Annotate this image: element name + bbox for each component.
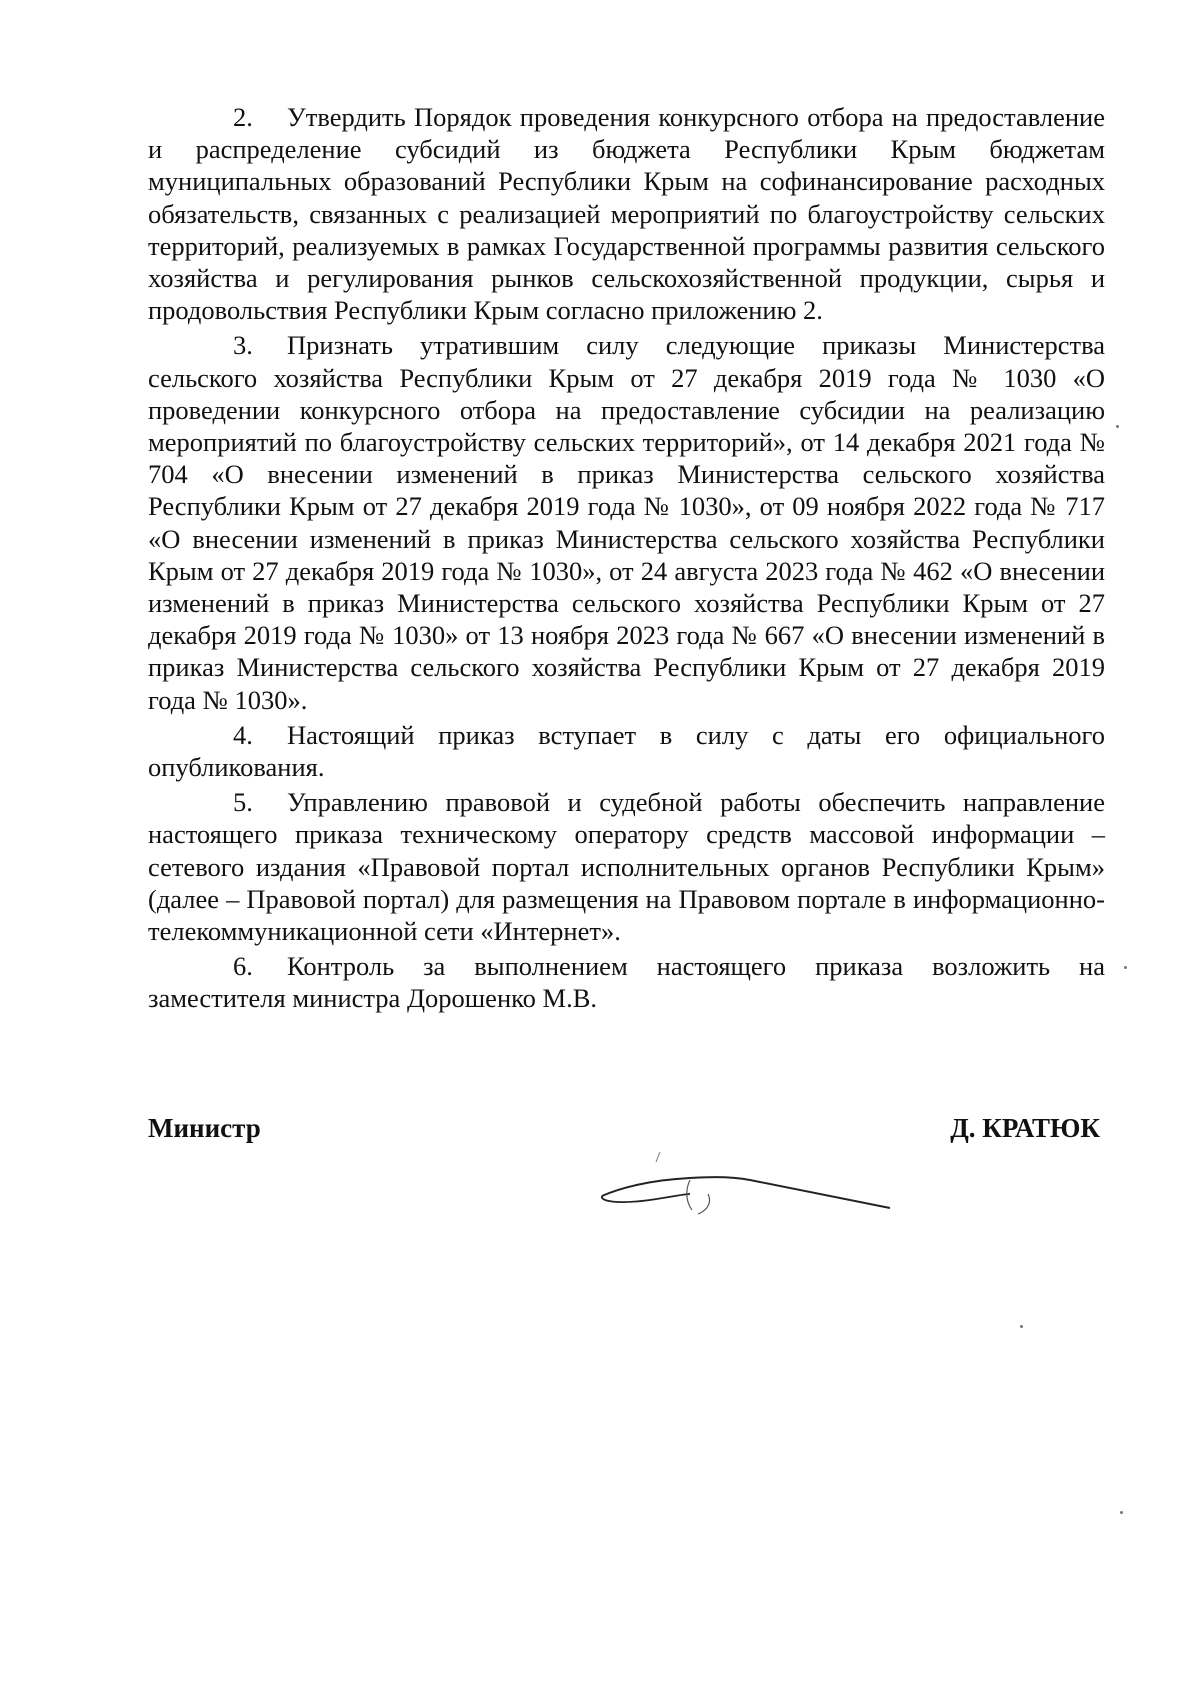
paragraph-text: Признать утратившим силу следующие приказы Министерства сельского хозяйства Республики Крым от 27 декабря 2019 года № 1030 «О проведении конкурсного отбора на предоставление субсидии на реализацию мероприятий по благоустройству сельских территорий», от 14 декабря 2021 года № 704 «О внесении изменений в приказ Министерства сельского хозяйства Республики Крым от 27 декабря 2019 года № 1030», от 09 ноября 2022 года № 717 «О внесении изменений в приказ Министерства сельского хозяйства Республики Крым от 27 декабря 2019 года № 1030», от 24 августа 2023 года № 462 «О внесении изменений в приказ Министерства сельского хозяйства Республики Крым от 27 декабря 2019 года № 1030» от 13 ноября 2023 года № 667 «О внесении изменений в приказ Министерства сельского хозяйства Республики Крым от 27 декабря 2019 года № 1030».	[148, 330, 1105, 715]
paragraph-number: 2.	[233, 102, 253, 132]
paragraph-text: Настоящий приказ вступает в силу с даты его официального опубликования.	[148, 719, 1105, 783]
signatory-name: Д. КРАТЮК	[950, 1113, 1100, 1143]
paragraph-4	[148, 719, 1105, 783]
scan-speck	[1124, 966, 1127, 969]
scan-speck	[1116, 425, 1119, 428]
paragraph-number: 6.	[233, 951, 253, 982]
paragraph-number: 4.	[233, 719, 253, 750]
paragraph-5	[148, 786, 1105, 947]
handwritten-signature	[590, 1150, 910, 1220]
paragraph-2	[148, 101, 1105, 326]
scan-speck	[1120, 1511, 1123, 1514]
paragraph-number: 5.	[233, 787, 253, 818]
paragraph-3	[148, 329, 1105, 715]
paragraph-text: Утвердить Порядок проведения конкурсного отбора на предоставление и распределение субсидий из бюджета Республики Крым бюджетам муниципальных образований Республики Крым на софинансирование расходных обязательств, связанных с реализацией мероприятий по благоустройству сельских территорий, реализуемых в рамках Государственной программы развития сельского хозяйства и регулирования рынков сельскохозяйственной продукции, сырья и продовольствия Республики Крым согласно приложению 2.	[148, 102, 1105, 326]
paragraph-number: 3.	[233, 330, 253, 361]
scan-speck	[1020, 1325, 1023, 1328]
paragraph-6	[148, 950, 1105, 1014]
paragraph-text: Управлению правовой и судебной работы обеспечить направление настоящего приказа техническому оператору средств массовой информации – сетевого издания «Правовой портал исполнительных органов Республики Крым» (далее – Правовой портал) для размещения на Правовом портале в информационно-телекоммуникационной сети «Интернет».	[148, 787, 1105, 947]
document-body	[148, 101, 1105, 1018]
paragraph-text: Контроль за выполнением настоящего приказа возложить на заместителя министра Дорошенко М.В.	[148, 951, 1105, 1014]
signatory-title: Министр	[148, 1113, 261, 1143]
